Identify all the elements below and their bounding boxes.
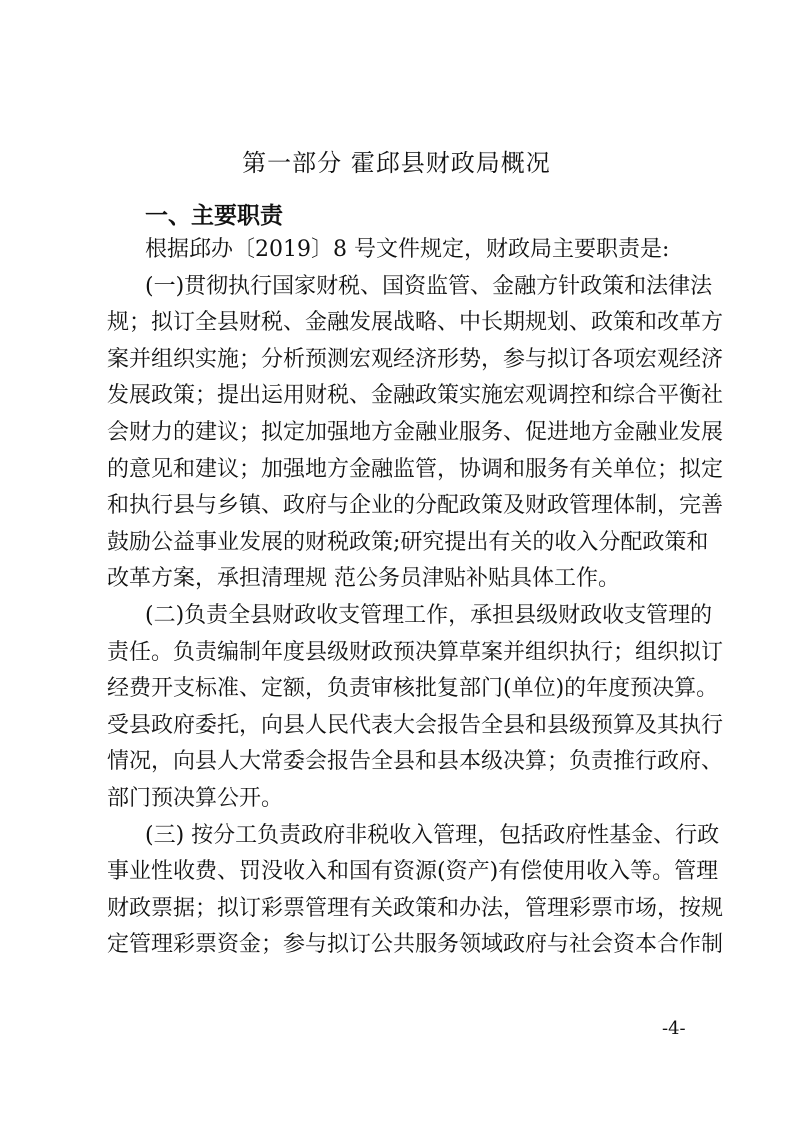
text-line: 部门预决算公开。 xyxy=(107,785,284,811)
text-line: 改革方案，承担清理规 范公务员津贴补贴具体工作。 xyxy=(107,566,620,592)
text-line: 案并组织实施；分析预测宏观经济形势，参与拟订各项宏观经济 xyxy=(107,346,724,372)
text-line: 发展政策；提出运用财税、金融政策实施宏观调控和综合平衡社 xyxy=(107,383,724,409)
text-line: 情况，向县人大常委会报告全县和县本级决算；负责推行政府、 xyxy=(107,749,724,775)
text-line: (三) 按分工负责政府非税收入管理，包括政府性基金、行政 xyxy=(145,822,720,848)
text-line: (二)负责全县财政收支管理工作，承担县级财政收支管理的 xyxy=(145,602,713,628)
text-line: 规；拟订全县财税、金融发展战略、中长期规划、政策和改革方 xyxy=(107,310,724,336)
text-line: 经费开支标准、定额，负责审核批复部门(单位)的年度预决算。 xyxy=(107,676,719,702)
text-line: 会财力的建议；拟定加强地方金融业服务、促进地方金融业发展 xyxy=(107,419,724,445)
section-heading: 一、主要职责 xyxy=(145,203,283,229)
paragraph xyxy=(107,269,724,598)
text-line: 根据邱办〔2019〕8 号文件规定，财政局主要职责是: xyxy=(145,237,670,262)
text-line: (一)贯彻执行国家财税、国资监管、金融方针政策和法律法 xyxy=(145,273,713,299)
text-line: 责任。负责编制年度县级财政预决算草案并组织执行；组织拟订 xyxy=(107,639,724,665)
text-line: 的意见和建议；加强地方金融监管，协调和服务有关单位；拟定 xyxy=(107,456,724,482)
document-body xyxy=(107,232,724,964)
text-line: 事业性收费、罚没收入和国有资源(资产)有偿使用收入等。管理 xyxy=(107,859,719,885)
paragraph xyxy=(107,818,724,964)
text-line: 和执行县与乡镇、政府与企业的分配政策及财政管理体制，完善 xyxy=(107,493,724,519)
text-line: 鼓励公益事业发展的财税政策;研究提出有关的收入分配政策和 xyxy=(107,529,709,555)
page-number: -4- xyxy=(662,1018,686,1039)
text-line: 受县政府委托，向县人民代表大会报告全县和县级预算及其执行 xyxy=(107,712,724,738)
text-line: 财政票据；拟订彩票管理有关政策和办法，管理彩票市场，按规 xyxy=(107,895,724,921)
page-title: 第一部分 霍邱县财政局概况 xyxy=(242,149,551,177)
paragraph xyxy=(107,232,699,269)
text-line: 定管理彩票资金；参与拟订公共服务领域政府与社会资本合作制 xyxy=(107,932,724,958)
paragraph xyxy=(107,598,724,818)
